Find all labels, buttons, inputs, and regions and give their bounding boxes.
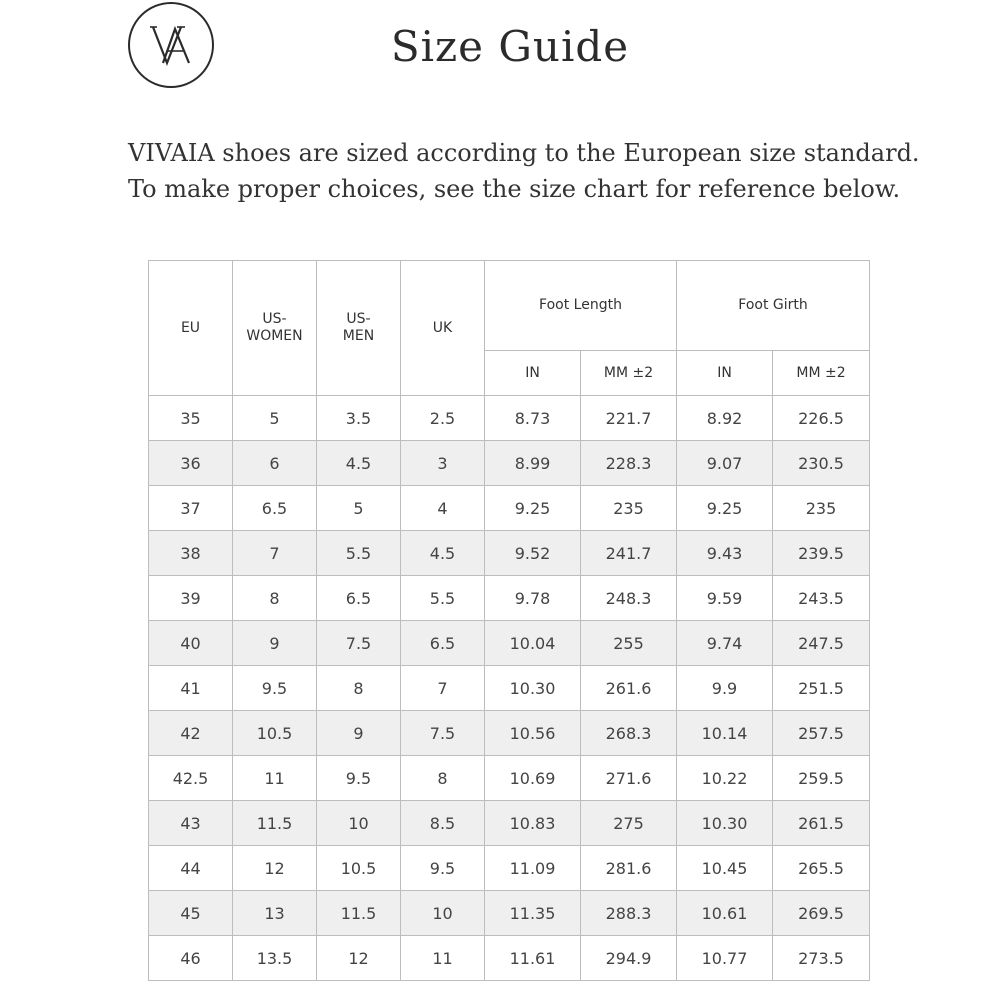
size-chart-table [148, 260, 870, 981]
header-us-women-line1: US- [262, 311, 287, 327]
cell-length-in: 9.78 [485, 576, 581, 621]
cell-uk: 7.5 [401, 711, 485, 756]
cell-us-women: 12 [233, 846, 317, 891]
cell-length-in: 10.04 [485, 621, 581, 666]
cell-us-men: 9 [317, 711, 401, 756]
header-us-men-line2: MEN [342, 328, 375, 344]
cell-uk: 7 [401, 666, 485, 711]
cell-girth-mm: 251.5 [773, 666, 870, 711]
table-row [149, 576, 870, 621]
cell-us-women: 10.5 [233, 711, 317, 756]
cell-eu: 38 [149, 531, 233, 576]
cell-us-men: 7.5 [317, 621, 401, 666]
table-row [149, 396, 870, 441]
cell-length-mm: 221.7 [581, 396, 677, 441]
cell-uk: 6.5 [401, 621, 485, 666]
cell-girth-in: 9.25 [677, 486, 773, 531]
cell-us-women: 11.5 [233, 801, 317, 846]
cell-length-in: 8.99 [485, 441, 581, 486]
table-row [149, 486, 870, 531]
cell-uk: 11 [401, 936, 485, 981]
cell-girth-mm: 273.5 [773, 936, 870, 981]
cell-girth-in: 10.22 [677, 756, 773, 801]
cell-length-mm: 241.7 [581, 531, 677, 576]
cell-eu: 36 [149, 441, 233, 486]
cell-uk: 10 [401, 891, 485, 936]
cell-length-in: 11.35 [485, 891, 581, 936]
cell-us-women: 11 [233, 756, 317, 801]
cell-us-women: 9 [233, 621, 317, 666]
header-foot-girth-in: IN [677, 351, 773, 396]
cell-us-men: 3.5 [317, 396, 401, 441]
header-us-women-line2: WOMEN [246, 328, 303, 344]
cell-us-women: 8 [233, 576, 317, 621]
table-row [149, 666, 870, 711]
table-row [149, 711, 870, 756]
cell-length-mm: 275 [581, 801, 677, 846]
cell-girth-mm: 265.5 [773, 846, 870, 891]
header-eu: EU [149, 261, 233, 396]
table-row [149, 531, 870, 576]
cell-length-in: 10.69 [485, 756, 581, 801]
vivaia-logo-icon [147, 21, 195, 69]
cell-girth-in: 10.14 [677, 711, 773, 756]
cell-uk: 2.5 [401, 396, 485, 441]
table-row [149, 846, 870, 891]
cell-uk: 5.5 [401, 576, 485, 621]
cell-uk: 8.5 [401, 801, 485, 846]
cell-us-men: 10.5 [317, 846, 401, 891]
cell-girth-mm: 257.5 [773, 711, 870, 756]
cell-girth-in: 9.59 [677, 576, 773, 621]
header-foot-length: Foot Length [485, 261, 677, 351]
cell-girth-mm: 261.5 [773, 801, 870, 846]
cell-eu: 44 [149, 846, 233, 891]
table-row [149, 621, 870, 666]
cell-us-men: 11.5 [317, 891, 401, 936]
cell-eu: 35 [149, 396, 233, 441]
cell-length-mm: 288.3 [581, 891, 677, 936]
brand-logo[interactable] [128, 2, 214, 88]
cell-us-women: 6 [233, 441, 317, 486]
cell-us-women: 13 [233, 891, 317, 936]
cell-girth-in: 9.07 [677, 441, 773, 486]
intro-line-1: VIVAIA shoes are sized according to the European size standard. [128, 139, 920, 167]
cell-us-men: 8 [317, 666, 401, 711]
cell-length-in: 10.83 [485, 801, 581, 846]
cell-eu: 42 [149, 711, 233, 756]
cell-eu: 42.5 [149, 756, 233, 801]
header-us-women [233, 261, 317, 396]
cell-girth-mm: 259.5 [773, 756, 870, 801]
table-row [149, 441, 870, 486]
cell-uk: 8 [401, 756, 485, 801]
table-row [149, 891, 870, 936]
cell-uk: 4.5 [401, 531, 485, 576]
cell-us-women: 13.5 [233, 936, 317, 981]
table-row [149, 801, 870, 846]
header-foot-girth: Foot Girth [677, 261, 870, 351]
cell-length-in: 11.61 [485, 936, 581, 981]
cell-us-men: 5.5 [317, 531, 401, 576]
cell-girth-mm: 230.5 [773, 441, 870, 486]
cell-eu: 43 [149, 801, 233, 846]
cell-us-women: 7 [233, 531, 317, 576]
cell-girth-mm: 235 [773, 486, 870, 531]
cell-eu: 37 [149, 486, 233, 531]
cell-girth-in: 8.92 [677, 396, 773, 441]
cell-length-in: 9.52 [485, 531, 581, 576]
cell-length-mm: 268.3 [581, 711, 677, 756]
cell-eu: 41 [149, 666, 233, 711]
cell-eu: 46 [149, 936, 233, 981]
header-us-men [317, 261, 401, 396]
cell-length-mm: 248.3 [581, 576, 677, 621]
cell-us-women: 9.5 [233, 666, 317, 711]
cell-length-mm: 228.3 [581, 441, 677, 486]
header-us-men-line1: US- [346, 311, 371, 327]
header-foot-girth-mm: MM ±2 [773, 351, 870, 396]
cell-us-men: 10 [317, 801, 401, 846]
header-foot-length-in: IN [485, 351, 581, 396]
cell-us-men: 6.5 [317, 576, 401, 621]
header-foot-length-mm: MM ±2 [581, 351, 677, 396]
cell-length-in: 11.09 [485, 846, 581, 891]
cell-eu: 40 [149, 621, 233, 666]
cell-girth-in: 10.45 [677, 846, 773, 891]
cell-us-men: 9.5 [317, 756, 401, 801]
cell-girth-mm: 239.5 [773, 531, 870, 576]
cell-us-women: 6.5 [233, 486, 317, 531]
cell-length-mm: 255 [581, 621, 677, 666]
cell-us-men: 4.5 [317, 441, 401, 486]
cell-us-men: 12 [317, 936, 401, 981]
cell-girth-in: 10.30 [677, 801, 773, 846]
table-row [149, 936, 870, 981]
cell-girth-in: 10.77 [677, 936, 773, 981]
cell-girth-in: 9.9 [677, 666, 773, 711]
cell-eu: 45 [149, 891, 233, 936]
cell-girth-in: 9.43 [677, 531, 773, 576]
cell-uk: 4 [401, 486, 485, 531]
cell-length-mm: 271.6 [581, 756, 677, 801]
cell-length-in: 9.25 [485, 486, 581, 531]
header-uk: UK [401, 261, 485, 396]
cell-us-men: 5 [317, 486, 401, 531]
cell-uk: 3 [401, 441, 485, 486]
cell-girth-mm: 243.5 [773, 576, 870, 621]
cell-length-mm: 235 [581, 486, 677, 531]
cell-length-in: 10.56 [485, 711, 581, 756]
table-row [149, 756, 870, 801]
cell-length-mm: 281.6 [581, 846, 677, 891]
cell-girth-mm: 269.5 [773, 891, 870, 936]
cell-length-mm: 294.9 [581, 936, 677, 981]
cell-uk: 9.5 [401, 846, 485, 891]
cell-length-in: 10.30 [485, 666, 581, 711]
intro-text [128, 135, 948, 207]
cell-girth-in: 9.74 [677, 621, 773, 666]
cell-girth-mm: 247.5 [773, 621, 870, 666]
cell-eu: 39 [149, 576, 233, 621]
cell-length-mm: 261.6 [581, 666, 677, 711]
cell-girth-mm: 226.5 [773, 396, 870, 441]
page-title: Size Guide [390, 22, 630, 71]
cell-length-in: 8.73 [485, 396, 581, 441]
intro-line-2: To make proper choices, see the size chart for reference below. [128, 175, 901, 203]
cell-us-women: 5 [233, 396, 317, 441]
cell-girth-in: 10.61 [677, 891, 773, 936]
